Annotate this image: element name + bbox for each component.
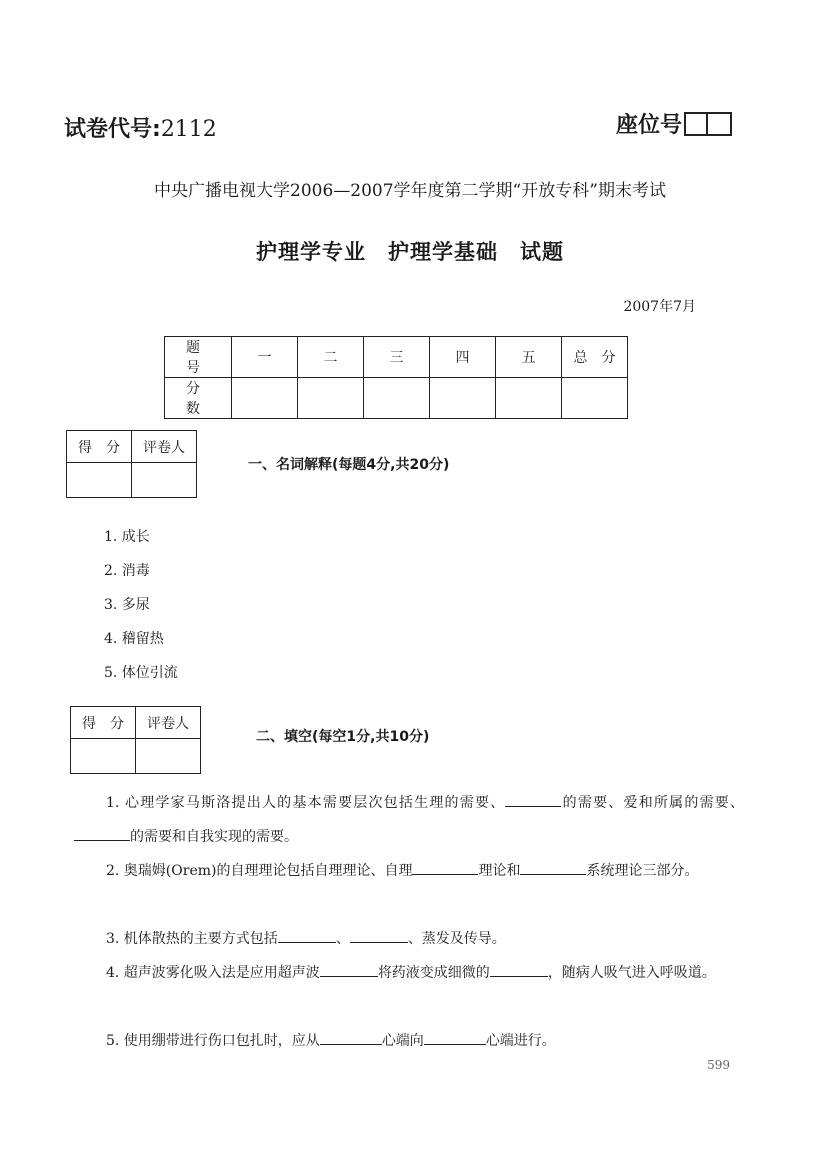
grader-label: 评卷人 bbox=[132, 431, 197, 463]
term-item: 3. 多尿 bbox=[104, 597, 150, 613]
term-item: 2. 消毒 bbox=[104, 563, 150, 579]
score-col-4: 四 bbox=[430, 337, 496, 378]
seat-box bbox=[684, 112, 708, 136]
q4-text-c: ，随病人吸气进入呼吸道。 bbox=[547, 965, 716, 981]
q2-text-c: 系统理论三部分。 bbox=[586, 863, 699, 879]
grader-score-label: 得 分 bbox=[71, 707, 136, 739]
q3-text-a: 3. 机体散热的主要方式包括 bbox=[106, 931, 278, 947]
answer-blank[interactable] bbox=[350, 928, 408, 943]
exam-code-label: 试卷代号: bbox=[64, 117, 161, 142]
fill-question-1 bbox=[74, 786, 744, 854]
score-col-2: 二 bbox=[298, 337, 364, 378]
q2-text-b: 理论和 bbox=[478, 863, 521, 879]
subject-title: 护理学专业 护理学基础 试题 bbox=[256, 240, 564, 264]
q4-text-a: 4. 超声波雾化吸入法是应用超声波 bbox=[106, 965, 320, 981]
exam-code bbox=[64, 112, 217, 143]
q4-text-b: 将药液变成细微的 bbox=[377, 965, 490, 981]
section2-heading: 二、填空(每空1分,共10分) bbox=[256, 729, 430, 745]
grader-cell bbox=[132, 463, 197, 498]
q2-text-a: 2. 奥瑞姆(Orem)的自理理论包括自理理论、自理 bbox=[106, 863, 413, 879]
score-table-header-row bbox=[165, 337, 628, 378]
score-cell bbox=[562, 378, 628, 419]
q5-text-a: 5. 使用绷带进行伤口包扎时，应从 bbox=[106, 1033, 320, 1049]
fill-question-3 bbox=[74, 922, 744, 956]
q5-text-b: 心端向 bbox=[381, 1033, 424, 1049]
answer-blank[interactable] bbox=[320, 962, 378, 977]
score-col-5: 五 bbox=[496, 337, 562, 378]
grader-box-1 bbox=[66, 430, 197, 498]
score-cell bbox=[232, 378, 298, 419]
score-cell bbox=[364, 378, 430, 419]
score-col-total: 总 分 bbox=[562, 337, 628, 378]
answer-blank[interactable] bbox=[490, 962, 548, 977]
score-col-3: 三 bbox=[364, 337, 430, 378]
seat-number bbox=[616, 108, 732, 139]
term-item: 4. 稽留热 bbox=[104, 631, 164, 647]
score-cell bbox=[430, 378, 496, 419]
answer-blank[interactable] bbox=[520, 860, 586, 875]
q1-text-c: 的需要和自我实现的需要。 bbox=[130, 829, 298, 845]
score-table-row1-label: 题 号 bbox=[165, 337, 232, 378]
exam-code-number: 2112 bbox=[160, 117, 217, 142]
grader-label: 评卷人 bbox=[136, 707, 201, 739]
score-table-row2-label: 分 数 bbox=[165, 378, 232, 419]
q1-text-a: 1. 心理学家马斯洛提出人的基本需要层次包括生理的需要、 bbox=[106, 795, 506, 811]
answer-blank[interactable] bbox=[74, 826, 130, 841]
answer-blank[interactable] bbox=[505, 792, 561, 807]
section1-heading: 一、名词解释(每题4分,共20分) bbox=[248, 457, 450, 473]
answer-blank[interactable] bbox=[278, 928, 336, 943]
answer-blank[interactable] bbox=[320, 1030, 382, 1045]
score-col-1: 一 bbox=[232, 337, 298, 378]
fill-question-5 bbox=[74, 1024, 744, 1058]
seat-label: 座位号 bbox=[615, 113, 682, 138]
q3-text-b: 、 bbox=[335, 931, 350, 947]
q1-text-b: 的需要、爱和所属的需要、 bbox=[561, 795, 745, 811]
grader-box-2 bbox=[70, 706, 201, 774]
answer-blank[interactable] bbox=[424, 1030, 486, 1045]
q5-text-c: 心端进行。 bbox=[485, 1033, 556, 1049]
fill-question-2 bbox=[74, 854, 744, 888]
answer-blank[interactable] bbox=[412, 860, 478, 875]
score-cell bbox=[496, 378, 562, 419]
exam-title: 中央广播电视大学2006—2007学年度第二学期“开放专科”期末考试 bbox=[154, 181, 666, 201]
seat-boxes bbox=[684, 112, 732, 136]
score-table bbox=[164, 336, 628, 419]
score-table-value-row bbox=[165, 378, 628, 419]
page-number: 599 bbox=[707, 1058, 730, 1072]
fill-question-4 bbox=[74, 956, 744, 990]
q3-text-c: 、蒸发及传导。 bbox=[407, 931, 506, 947]
grader-score-cell bbox=[67, 463, 132, 498]
exam-date: 2007年7月 bbox=[623, 299, 696, 315]
grader-score-label: 得 分 bbox=[67, 431, 132, 463]
term-item: 1. 成长 bbox=[104, 529, 150, 545]
grader-cell bbox=[136, 739, 201, 774]
term-item: 5. 体位引流 bbox=[104, 665, 178, 681]
score-cell bbox=[298, 378, 364, 419]
seat-box bbox=[708, 112, 732, 136]
grader-score-cell bbox=[71, 739, 136, 774]
